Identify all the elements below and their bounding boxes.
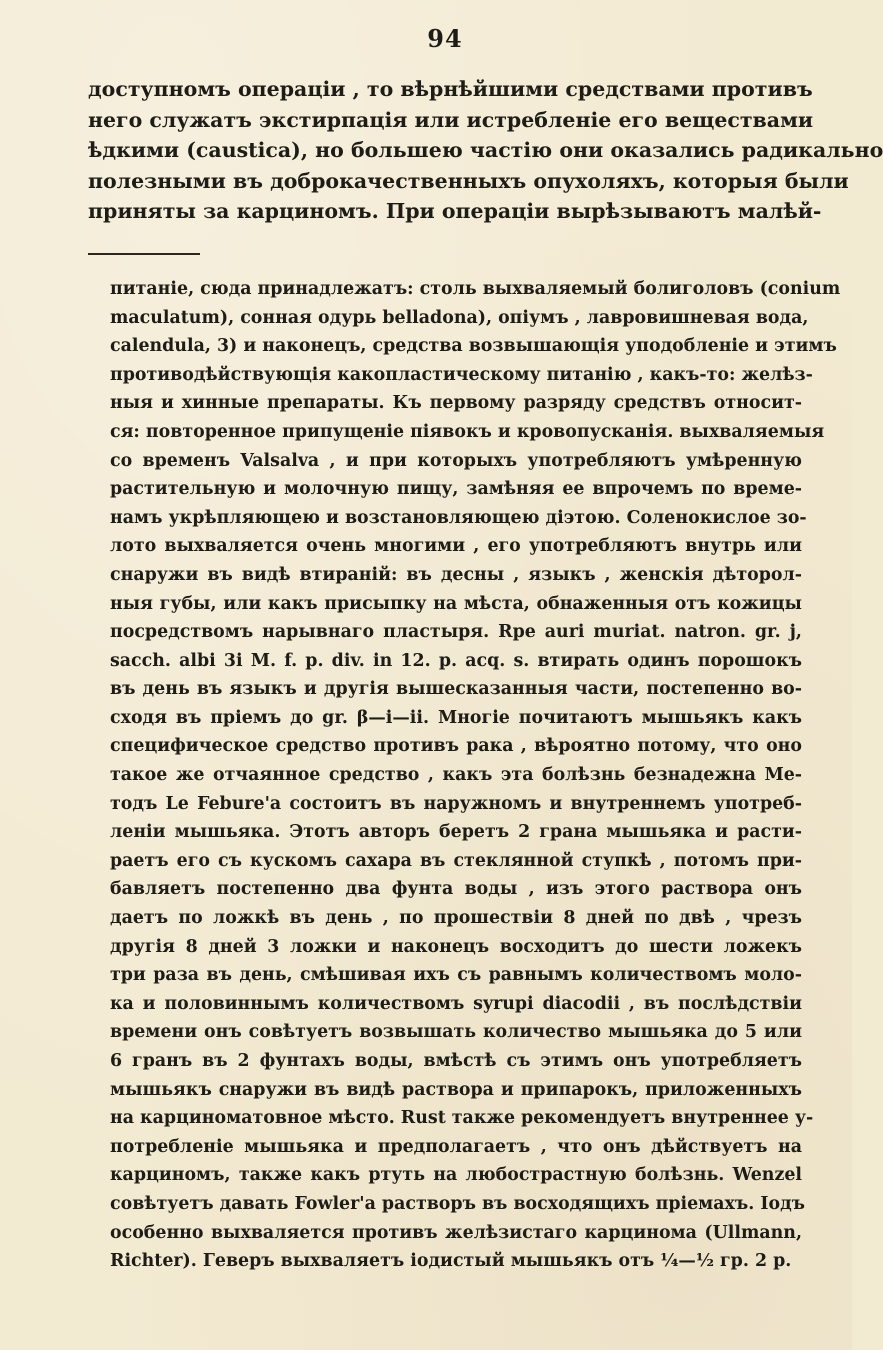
footnote-line: ся: повторенное припущеніе піявокъ и кровопусканія. выхваляемыя [110, 421, 825, 442]
footnote-line: намъ укрѣпляющею и возстановляющею діэтою. Соленокислое зо- [110, 507, 807, 528]
main-text-line: приняты за карциномъ. При операціи вырѣзываютъ малѣй- [88, 199, 822, 224]
footnote-line: питаніе, сюда принадлежатъ: столь выхваляемый болиголовъ (conium [110, 278, 841, 299]
footnote-line: Richter). Геверъ выхваляетъ іодистый мышьякъ отъ ¼—½ гр. 2 р. [110, 1251, 792, 1272]
footnote-line: даетъ по ложкѣ въ день , по прошествіи 8 дней по двѣ , чрезъ [110, 908, 802, 929]
main-text-line: полезными въ доброкачественныхъ опухоляхъ, которыя были [88, 168, 849, 193]
footnote-line: на карциноматовное мѣсто. Rust также рекомендуетъ внутреннее у- [110, 1108, 814, 1129]
footnote-line: maculatum), сонная одурь belladona), опіумъ , лавровишневая вода, [110, 307, 809, 328]
footnote-line: лото выхваляется очень многими , его употребляютъ внутрь или [110, 536, 802, 557]
footnote-line: такое же отчаянное средство , какъ эта болѣзнь безнадежна Ме- [110, 765, 802, 786]
main-paragraph [88, 74, 883, 227]
footnote-line: сходя въ пріемъ до gr. β—i—ii. Многіе почитаютъ мышьякъ какъ [110, 707, 802, 728]
footnote-line: бавляетъ постепенно два фунта воды , изъ этого раствора онъ [110, 879, 802, 900]
footnote-line: ка и половиннымъ количествомъ syrupi diacodii , въ послѣдствіи [110, 993, 802, 1014]
footnote-line: со временъ Valsalva , и при которыхъ употребляютъ умѣренную [110, 450, 802, 471]
footnote-line: тодъ Le Febure'a состоитъ въ наружномъ и внутреннемъ употреб- [110, 793, 802, 814]
footnote-line: противодѣйствующія какопластическому питанію , какъ-то: желѣз- [110, 364, 813, 385]
footnote-line: мышьякъ снаружи въ видѣ раствора и припарокъ, приложенныхъ [110, 1079, 802, 1100]
footnote-line: времени онъ совѣтуетъ возвышать количество мышьяка до 5 или [110, 1022, 802, 1043]
footnote-line: въ день въ языкъ и другія вышесказанныя части, постепенно во- [110, 679, 802, 700]
footnote-line: специфическое средство противъ рака , вѣроятно потому, что оно [110, 736, 802, 757]
footnote-line: 6 гранъ въ 2 фунтахъ воды, вмѣстѣ съ этимъ онъ употребляетъ [110, 1051, 802, 1071]
main-text-line: него служатъ экстирпація или истребленіе его веществами [88, 107, 814, 132]
footnote-line: особенно выхваляется противъ желѣзистаго карцинома (Ullmann, [110, 1222, 802, 1243]
main-text-line: доступномъ операціи , то вѣрнѣйшими средствами противъ [88, 77, 813, 101]
footnote-line: совѣтуетъ давать Fowler'a растворъ въ восходящихъ пріемахъ. Іодъ [110, 1193, 806, 1214]
footnote-line: карциномъ, также какъ ртуть на любострастную болѣзнь. Wenzel [110, 1165, 802, 1186]
footnote-line: снаружи въ видѣ втираній: въ десны , языкъ , женскія дѣторол- [110, 564, 802, 585]
main-text-line: ѣдкими (caustica), но большею частію они оказались радикально [88, 138, 883, 163]
page-number: 94 [427, 24, 463, 53]
footnote-line: calendula, 3) и наконецъ, средства возвышающія уподобленіе и этимъ [110, 336, 837, 357]
footnote-line: другія 8 дней 3 ложки и наконецъ восходитъ до шести ложекъ [110, 936, 802, 957]
footnote-line: потребленіе мышьяка и предполагаетъ , что онъ дѣйствуетъ на [110, 1136, 802, 1157]
footnote-line: ныя губы, или какъ присыпку на мѣста, обнаженныя отъ кожицы [110, 593, 802, 614]
footnote-line: sacch. albi 3i M. f. p. div. in 12. p. acq. s. втирать одинъ порошокъ [110, 650, 802, 671]
footnote-block [88, 275, 841, 1276]
footnote-line: три раза въ день, смѣшивая ихъ съ равнымъ количествомъ моло- [110, 965, 802, 986]
footnote-line: посредствомъ нарывнаго пластыря. Rpe auri muriat. natron. gr. j, [110, 622, 802, 643]
footnote-line: ныя и хинные препараты. Къ первому разряду средствъ относит- [110, 393, 802, 414]
footnote-line: раетъ его съ кускомъ сахара въ стеклянной ступкѣ , потомъ при- [110, 850, 802, 871]
footnote-divider [88, 253, 200, 255]
footnote-line: растительную и молочную пищу, замѣняя ее впрочемъ по време- [110, 479, 802, 500]
footnote-line: леніи мышьяка. Этотъ авторъ беретъ 2 грана мышьяка и расти- [110, 822, 802, 843]
